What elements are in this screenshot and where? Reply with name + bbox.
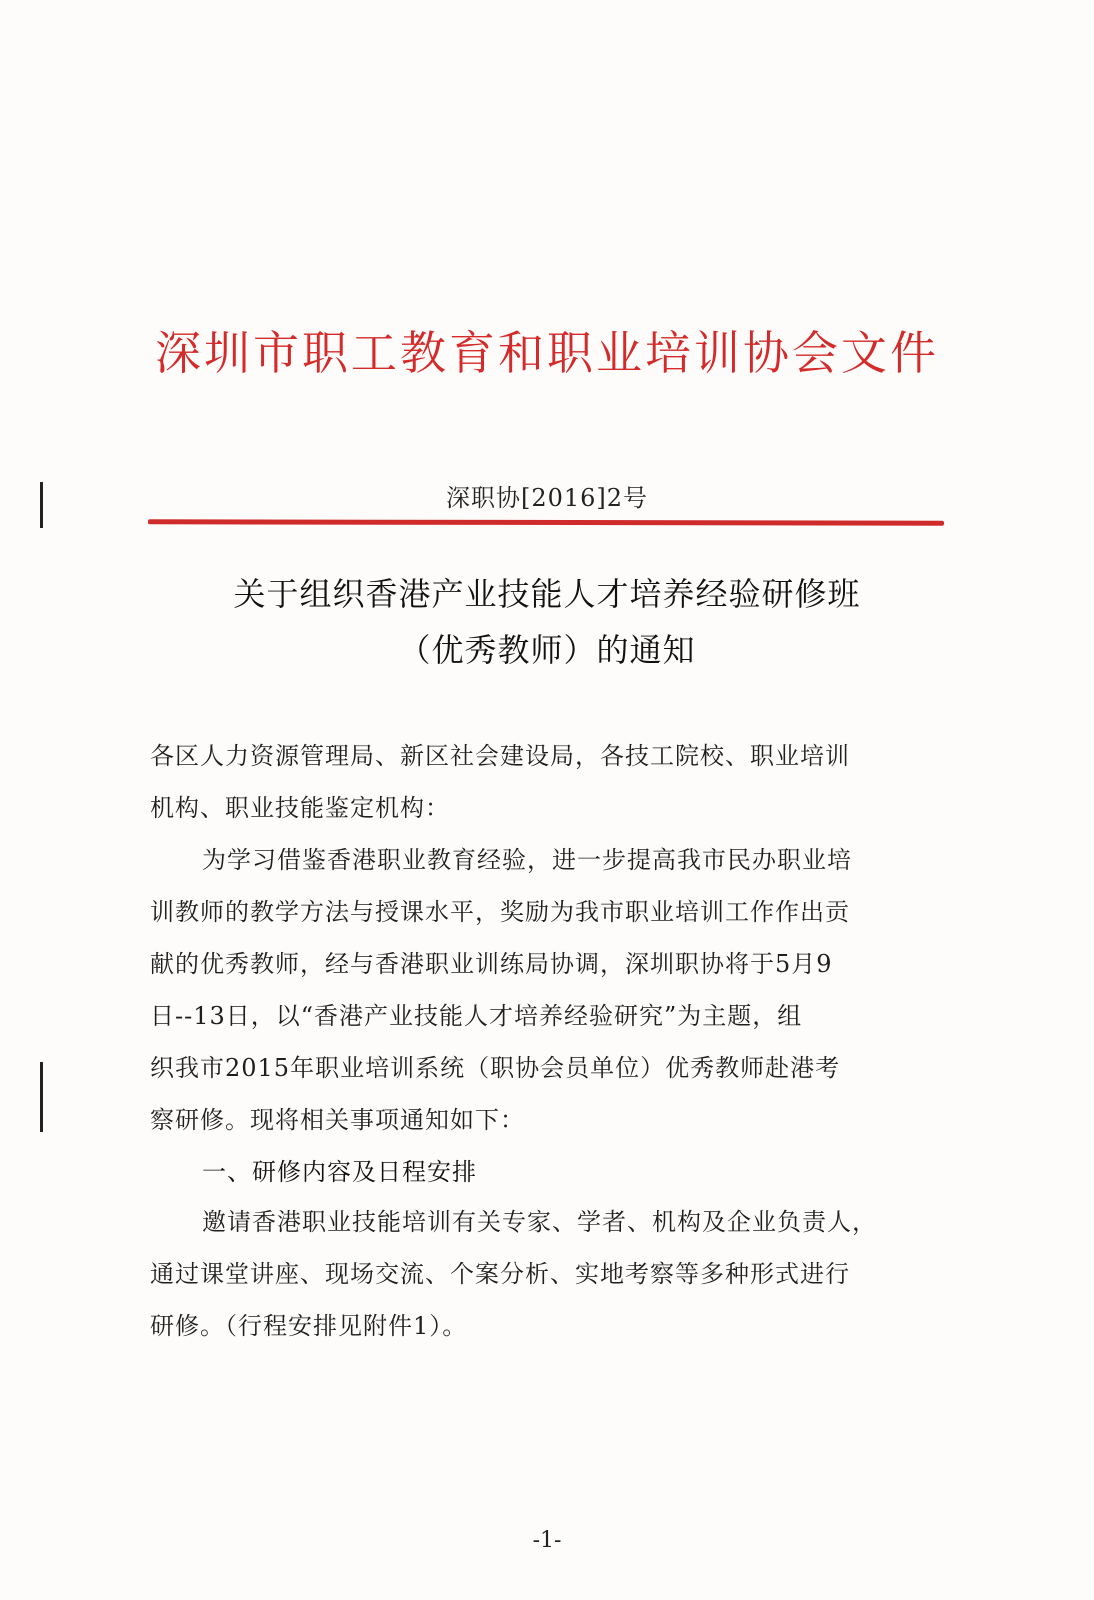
- paragraph-line: 日--13日，以“香港产业技能人才培养经验研究”为主题，组: [150, 1002, 803, 1030]
- addressee: [150, 730, 950, 834]
- notice-title: [0, 566, 1094, 678]
- paragraph-line: 研修。（行程安排见附件1）。: [150, 1312, 468, 1340]
- addressee-line: 机构、职业技能鉴定机构：: [150, 794, 450, 822]
- paragraph-line: 训教师的教学方法与授课水平，奖励为我市职业培训工作作出贡: [150, 898, 850, 926]
- addressee-line: 各区人力资源管理局、新区社会建设局，各技工院校、职业培训: [150, 742, 850, 770]
- notice-title-line-2: （优秀教师）的通知: [398, 631, 696, 669]
- paragraph-section-1: [150, 1196, 950, 1352]
- paragraph-line: 织我市2015年职业培训系统（职协会员单位）优秀教师赴港考: [150, 1054, 841, 1082]
- paragraph-intro: [150, 834, 950, 1146]
- paragraph-line: 献的优秀教师，经与香港职业训练局协调，深圳职协将于5月9: [150, 950, 833, 978]
- section-heading-1: 一、研修内容及日程安排: [202, 1158, 477, 1186]
- issuer-header-title: 深圳市职工教育和职业培训协会文件: [155, 326, 939, 380]
- margin-binding-mark: [40, 1062, 43, 1132]
- paragraph-line: 通过课堂讲座、现场交流、个案分析、实地考察等多种形式进行: [150, 1260, 850, 1288]
- notice-title-line-1: 关于组织香港产业技能人才培养经验研修班: [233, 575, 861, 613]
- red-divider-line: [148, 519, 944, 525]
- page-number: -1-: [532, 1528, 562, 1553]
- paragraph-line: 察研修。现将相关事项通知如下：: [150, 1106, 525, 1134]
- document-number: 深职协[2016]2号: [445, 484, 649, 512]
- paragraph-line: 为学习借鉴香港职业教育经验，进一步提高我市民办职业培: [202, 846, 852, 874]
- paragraph-line: 邀请香港职业技能培训有关专家、学者、机构及企业负责人，: [202, 1208, 877, 1236]
